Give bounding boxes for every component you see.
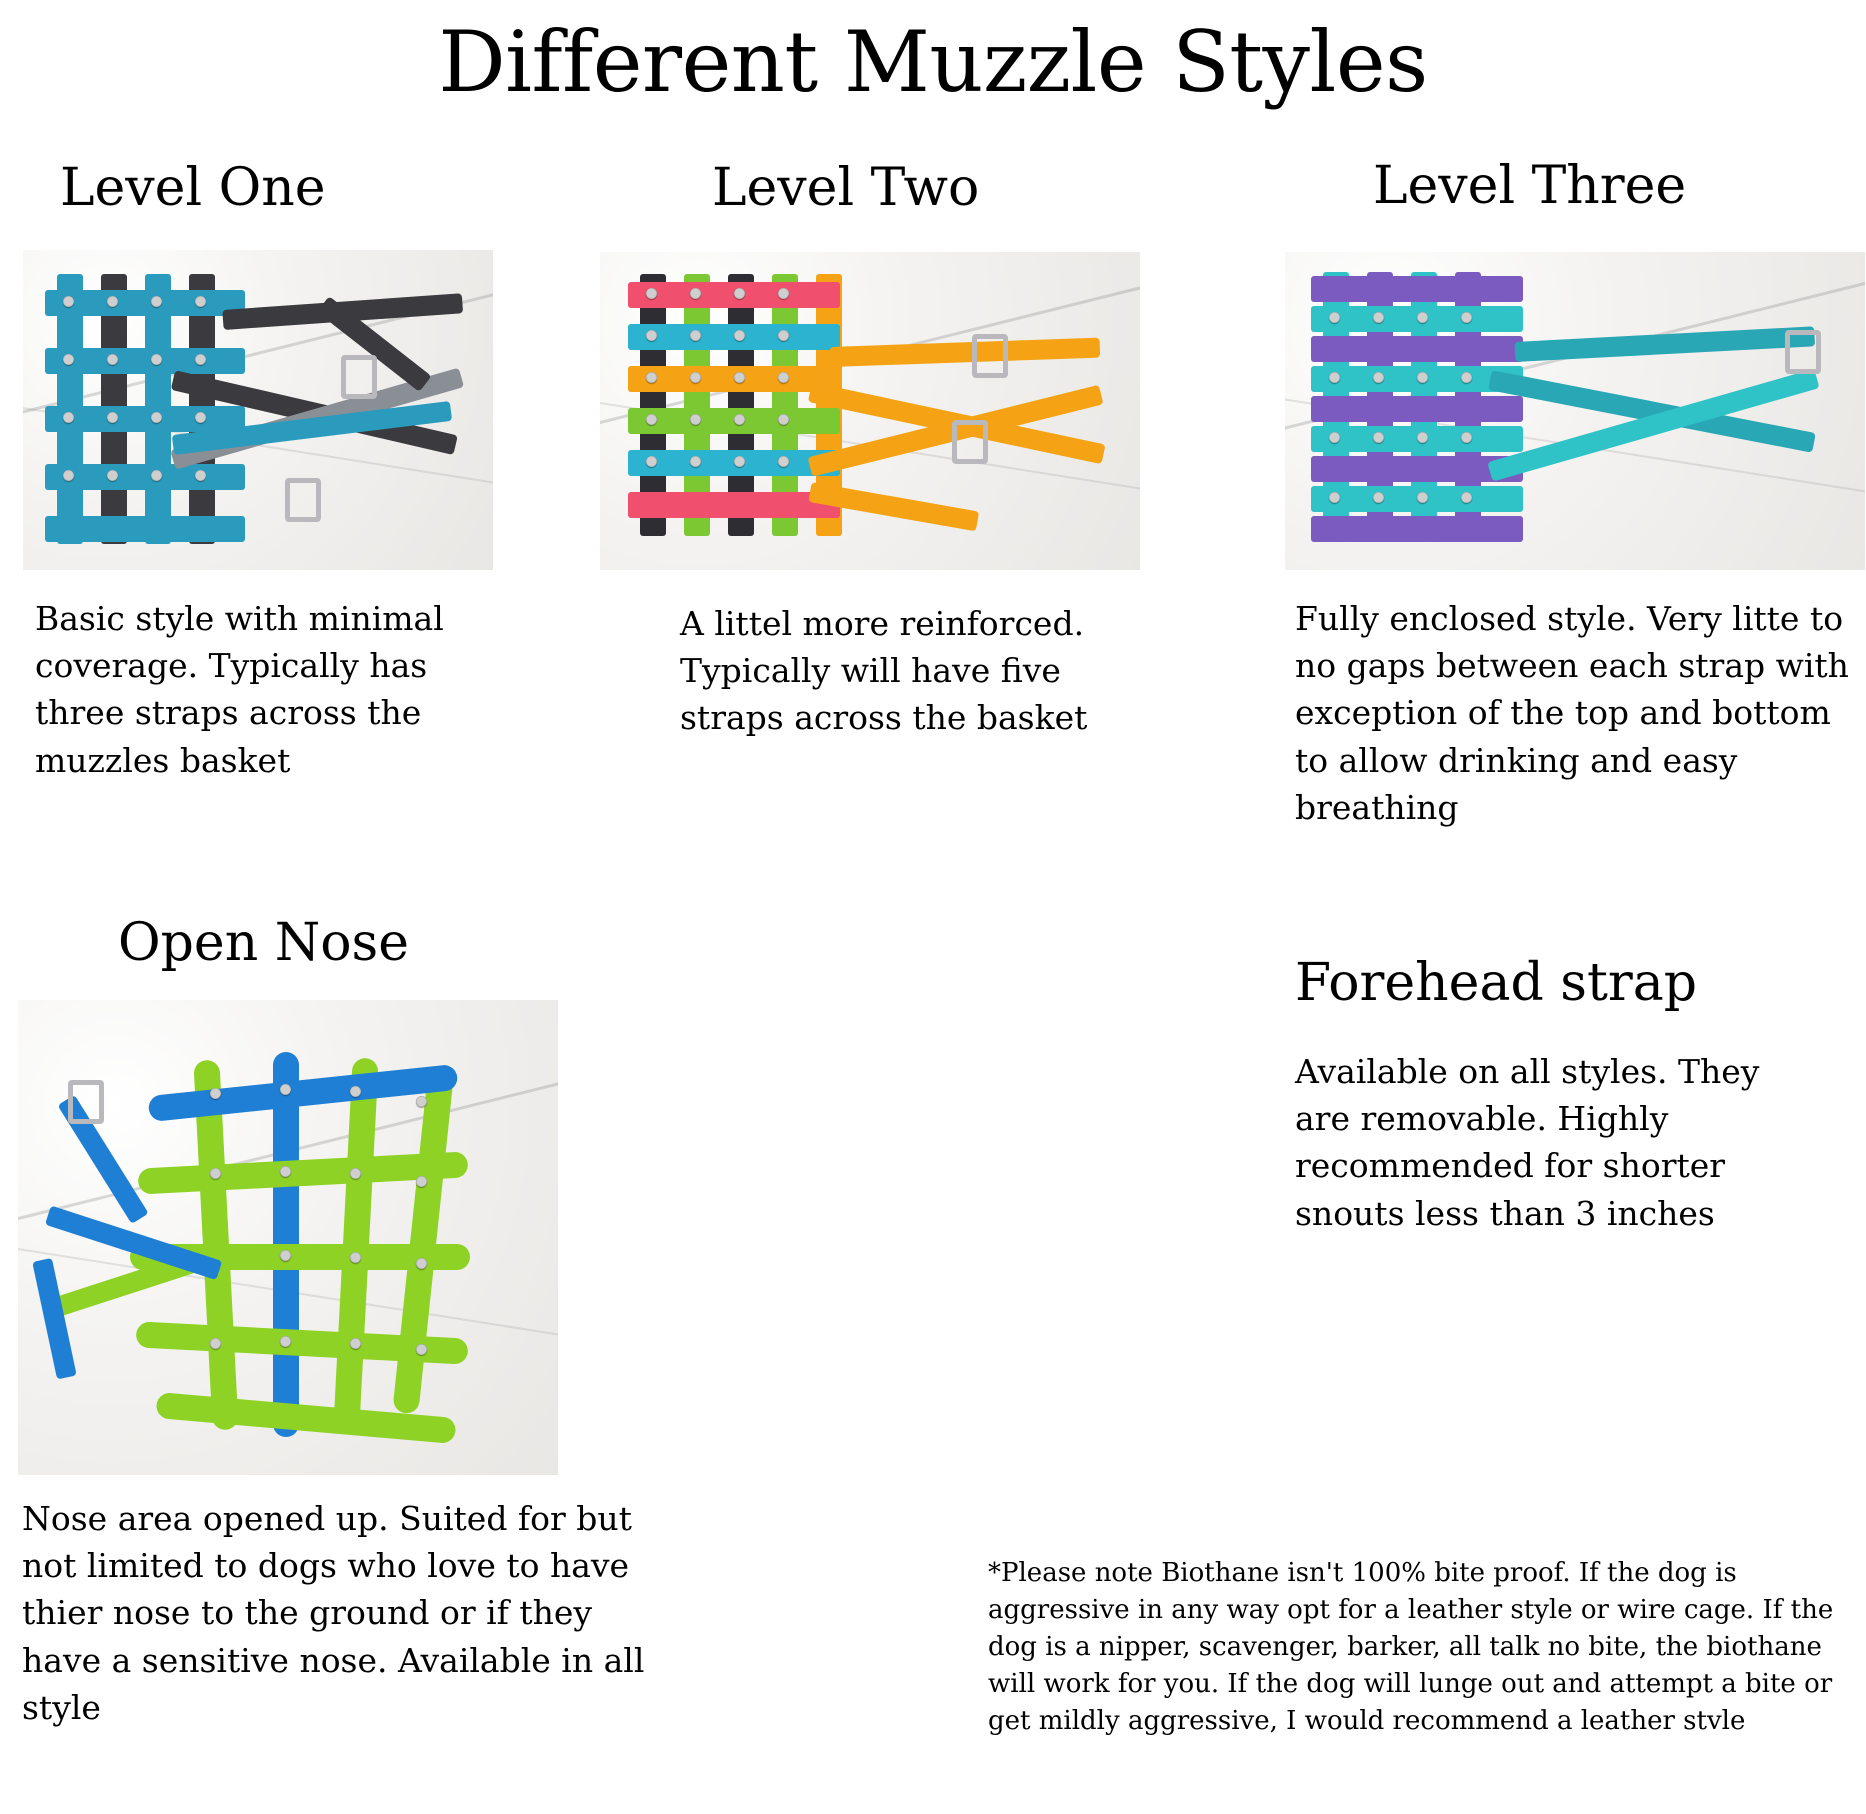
- level-three-muzzle-photo: [1285, 252, 1865, 570]
- level-two-muzzle-photo: [600, 252, 1140, 570]
- section-title-level-one: Level One: [60, 158, 326, 218]
- caption-level-two: A littel more reinforced. Typically will have five straps across the basket: [680, 604, 1088, 738]
- caption-level-one: Basic style with minimal coverage. Typically has three straps across the muzzles basket: [35, 599, 444, 780]
- section-title-forehead-strap: Forehead strap: [1295, 953, 1697, 1013]
- caption-level-three: Fully enclosed style. Very litte to no gaps between each strap with exception of the top and bottom to allow drinking and easy breathing: [1295, 599, 1849, 827]
- section-title-level-three: Level Three: [1373, 156, 1687, 216]
- page-title: Different Muzzle Styles: [438, 13, 1428, 111]
- caption-forehead-strap: Available on all styles. They are removable. Highly recommended for shorter snouts less than 3 inches: [1295, 1052, 1760, 1233]
- open-nose-muzzle-photo: [18, 1000, 558, 1475]
- caption-open-nose: Nose area opened up. Suited for but not limited to dogs who love to have thier nose to the ground or if they have a sensitive nose. Available in all style: [22, 1499, 645, 1727]
- section-title-level-two: Level Two: [712, 158, 980, 218]
- level-one-muzzle-photo: [23, 250, 493, 570]
- footnote-biothane-disclaimer: *Please note Biothane isn't 100% bite proof. If the dog is aggressive in any way opt for a leather style or wire cage. If the dog is a nipper, scavenger, barker, all talk no bite, the biothane will work for you. If the dog will lunge out and attempt a bite or get mildly aggressive, I would recommend a leather stvle: [988, 1558, 1834, 1736]
- section-title-open-nose: Open Nose: [118, 913, 409, 973]
